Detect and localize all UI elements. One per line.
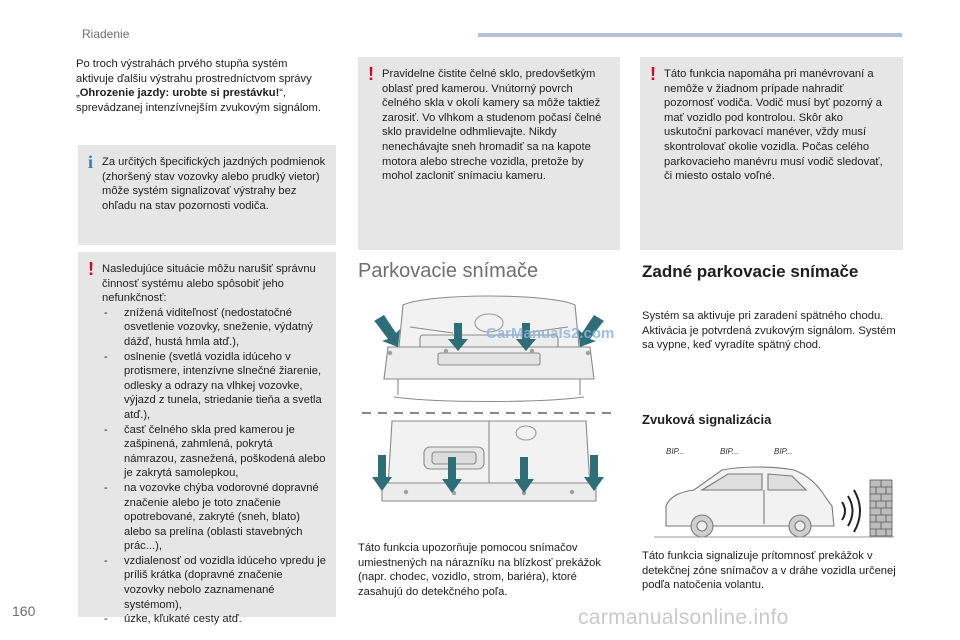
footer-watermark: carmanualsonline.info — [578, 606, 789, 629]
parking-sensors-illustration — [358, 287, 620, 517]
list-item: - úzke, kľukaté cesty atď. — [102, 612, 326, 627]
warning-box-text: Pravidelne čistite čelné sklo, predovšetkým oblasť pred kamerou. Vnútorný povrch čelného skla v okolí kamery sa môže taktiež zarosiť. Vo vlhkom a studenom počasí čelné sklo pravidelne odhmlievajte. Nikdy nenechávajte sneh hromadiť sa na kapote motora alebo streche vozidla, pretože by mohol zacloniť snímaciu kameru. — [382, 68, 602, 183]
rear-body-text: Systém sa aktivuje pri zaradení spätného chodu. Aktivácia je potvrdená zvukovým signálom. Systém sa vypne, keď vyradíte spätný chod. — [642, 310, 896, 352]
list-item: - vzdialenosť od vozidla idúceho vpredu je príliš krátka (dopravné značenie vozovky nebolo zaznamenané systémom), — [102, 554, 326, 612]
warning-icon: ! — [650, 64, 656, 84]
info-box — [78, 145, 336, 245]
section-title-sound: Zvuková signalizácia — [642, 412, 772, 427]
van-front-view — [384, 296, 594, 402]
warning-box-text: Táto funkcia napomáha pri manévrovaní a nemôže v žiadnom prípade nahradiť pozornosť vodiča. Vodič musí byť pozorný a mať vozidlo pod kontrolou. Skôr ako uskutoční parkovací manéver, vždy musí skontrolovať okolie vozidla. Počas celého parkovacieho manévru musí vodič sledovať, či miesto ostalo voľné. — [664, 68, 883, 183]
warning-icon: ! — [368, 64, 374, 84]
warning-box-conditions — [78, 252, 336, 626]
sound-waves-icon — [842, 490, 860, 532]
sound-signal-illustration — [650, 440, 898, 540]
header-bar — [478, 33, 902, 37]
warning-box-attention — [640, 57, 903, 250]
info-box-text: Za určitých špecifických jazdných podmienok (zhoršený stav vozovky alebo prudký vietor) môže systém signalizovať výstrahy bez ohľadu na stav pozornosti vodiča. — [102, 156, 326, 212]
page-header-label: Riadenie — [82, 27, 130, 41]
info-icon: i — [88, 152, 94, 172]
section-title-rear: Zadné parkovacie snímače — [642, 262, 859, 281]
list-item: - oslnenie (svetlá vozidla idúceho v protismere, intenzívne slnečné žiarenie, odlesky a odrazy na vlhkej vozovke, výjazd z tunela, striedanie tieňa a svetla atď.), — [102, 350, 326, 423]
conditions-list — [102, 306, 326, 627]
beep-label: BIP... — [666, 447, 685, 456]
intro-text-bold: Ohrozenie jazdy: urobte si prestávku! — [79, 87, 280, 100]
image-watermark: CarManuals2.com — [486, 325, 615, 342]
list-item: - časť čelného skla pred kamerou je zašpinená, zahmlená, pokrytá námrazou, zasnežená, poškodená alebo je zakrytá samolepkou, — [102, 423, 326, 481]
intro-text-pre: Po troch výstrahách prvého stupňa systém aktivuje ďalšiu výstrahu prostredníctvom správy „ — [76, 58, 312, 100]
list-item: - znížená viditeľnosť (nedostatočné osvetlenie vozovky, sneženie, výdatný dážď, hustá hmla atď.), — [102, 306, 326, 350]
page-number: 160 — [12, 603, 36, 619]
intro-paragraph — [76, 57, 321, 115]
sound-body-text: Táto funkcia signalizuje prítomnosť prekážok v detekčnej zóne snímačov a v dráhe vozidla určenej podľa natočenia volantu. — [642, 550, 896, 592]
car-icon — [666, 467, 834, 537]
brick-wall-icon — [870, 480, 892, 536]
list-item: - na vozovke chýba vodorovné dopravné značenie alebo je toto značenie opotrebované, zakryté (sneh, blato) alebo sa prelína (oblasti stavebných prác...), — [102, 481, 326, 554]
arrow-icon — [374, 315, 400, 347]
warning-box-intro: Nasledujúce situácie môžu narušiť správnu činnosť systému alebo spôsobiť jeho nefunkčnosť: — [102, 263, 316, 305]
beep-label: BIP... — [774, 447, 793, 456]
parking-body-text: Táto funkcia upozorňuje pomocou snímačov umiestnených na nárazníku na blízkosť prekážok (napr. chodec, vozidlo, strom, bariéra), ktoré zasahujú do detekčného poľa. — [358, 542, 601, 598]
warning-box-cleaning — [358, 57, 620, 250]
warning-icon: ! — [88, 259, 94, 279]
van-rear-view — [382, 421, 596, 501]
intro-text-post: “, sprevádzanej intenzívnejším zvukovým signálom. — [76, 87, 321, 114]
beep-label: BIP... — [720, 447, 739, 456]
section-title-parking: Parkovacie snímače — [358, 260, 539, 282]
